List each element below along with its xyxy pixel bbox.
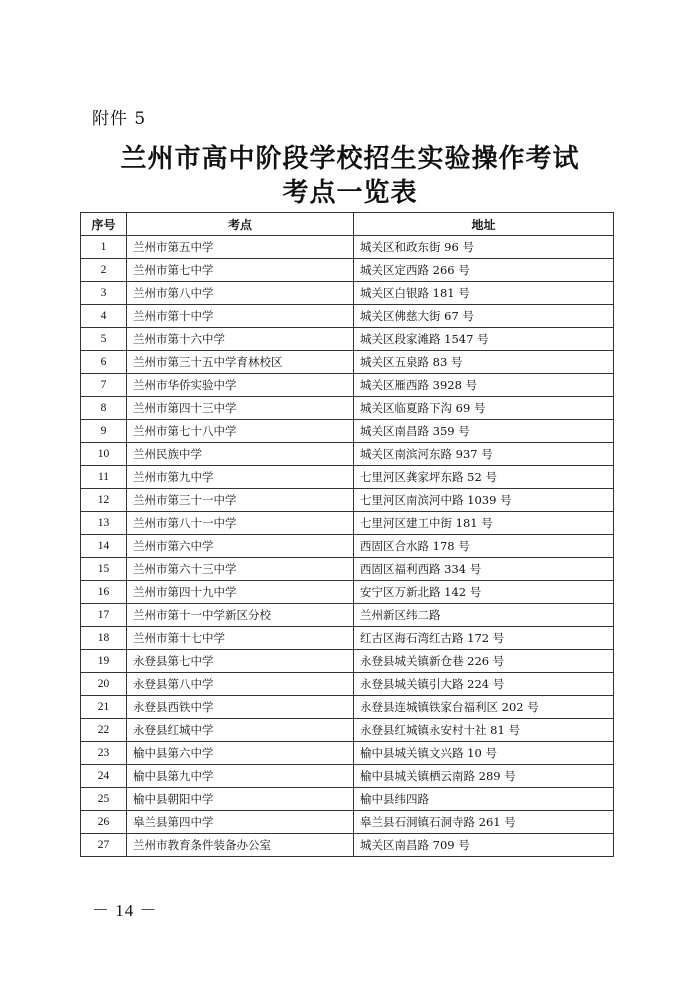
table-row [81,581,614,604]
table-header-row [81,213,614,236]
row-site-name: 兰州市第四十九中学 [127,581,354,604]
row-site-name: 兰州市第八十一中学 [127,512,354,535]
row-index: 21 [81,696,127,719]
row-address: 城关区佛慈大街 67 号 [354,305,614,328]
row-index: 6 [81,351,127,374]
page-number: － 14 － [92,901,158,920]
row-address: 城关区定西路 266 号 [354,259,614,282]
row-index: 22 [81,719,127,742]
attachment-label: 附件 5 [92,109,147,129]
header-address: 地址 [354,213,614,236]
row-address: 七里河区龚家坪东路 52 号 [354,466,614,489]
row-site-name: 兰州市第六中学 [127,535,354,558]
row-site-name: 兰州市第九中学 [127,466,354,489]
table-row [81,466,614,489]
table-row [81,397,614,420]
row-site-name: 兰州市第五中学 [127,236,354,259]
row-address: 榆中县城关镇栖云南路 289 号 [354,765,614,788]
row-index: 10 [81,443,127,466]
row-site-name: 永登县第八中学 [127,673,354,696]
table-row [81,696,614,719]
row-site-name: 兰州市第八中学 [127,282,354,305]
row-address: 西固区合水路 178 号 [354,535,614,558]
table-row [81,420,614,443]
row-address: 城关区南昌路 359 号 [354,420,614,443]
table-body [81,236,614,857]
row-index: 15 [81,558,127,581]
table-row [81,328,614,351]
row-site-name: 永登县第七中学 [127,650,354,673]
row-address: 榆中县城关镇文兴路 10 号 [354,742,614,765]
row-index: 16 [81,581,127,604]
row-site-name: 兰州市第十六中学 [127,328,354,351]
row-address: 城关区和政东街 96 号 [354,236,614,259]
header-site: 考点 [127,213,354,236]
row-index: 2 [81,259,127,282]
table-row [81,811,614,834]
row-index: 12 [81,489,127,512]
table-row [81,765,614,788]
table-row [81,374,614,397]
row-site-name: 兰州市第十中学 [127,305,354,328]
row-site-name: 兰州市第十一中学新区分校 [127,604,354,627]
table-row [81,443,614,466]
row-site-name: 兰州市第七十八中学 [127,420,354,443]
row-address: 兰州新区纬二路 [354,604,614,627]
row-site-name: 兰州民族中学 [127,443,354,466]
row-address: 红古区海石湾红古路 172 号 [354,627,614,650]
row-index: 4 [81,305,127,328]
row-address: 榆中县纬四路 [354,788,614,811]
document-title-line2: 考点一览表 [282,178,418,208]
table-row [81,558,614,581]
row-site-name: 兰州市第十七中学 [127,627,354,650]
table-row [81,604,614,627]
table-row [81,535,614,558]
table-row [81,673,614,696]
row-site-name: 兰州市第四十三中学 [127,397,354,420]
row-site-name: 兰州市第三十五中学育林校区 [127,351,354,374]
table-row [81,719,614,742]
row-index: 17 [81,604,127,627]
row-address: 城关区南滨河东路 937 号 [354,443,614,466]
row-site-name: 兰州市第七中学 [127,259,354,282]
row-index: 27 [81,834,127,857]
table-row [81,236,614,259]
row-address: 皋兰县石洞镇石洞寺路 261 号 [354,811,614,834]
header-index: 序号 [81,213,127,236]
row-address: 城关区南昌路 709 号 [354,834,614,857]
table-row [81,282,614,305]
row-address: 永登县城关镇新仓巷 226 号 [354,650,614,673]
row-address: 城关区五泉路 83 号 [354,351,614,374]
row-index: 8 [81,397,127,420]
row-site-name: 兰州市第三十一中学 [127,489,354,512]
row-index: 5 [81,328,127,351]
row-address: 西固区福利西路 334 号 [354,558,614,581]
row-site-name: 榆中县第六中学 [127,742,354,765]
row-address: 城关区临夏路下沟 69 号 [354,397,614,420]
row-address: 永登县城关镇引大路 224 号 [354,673,614,696]
exam-site-table [80,212,614,857]
row-site-name: 榆中县朝阳中学 [127,788,354,811]
table-row [81,259,614,282]
row-site-name: 兰州市第六十三中学 [127,558,354,581]
row-address: 永登县红城镇永安村十社 81 号 [354,719,614,742]
table-row [81,834,614,857]
row-address: 安宁区万新北路 142 号 [354,581,614,604]
table-row [81,650,614,673]
document-title-line1: 兰州市高中阶段学校招生实验操作考试 [120,144,580,174]
row-site-name: 榆中县第九中学 [127,765,354,788]
row-site-name: 兰州市教育条件装备办公室 [127,834,354,857]
row-index: 13 [81,512,127,535]
table-row [81,742,614,765]
row-index: 11 [81,466,127,489]
row-index: 23 [81,742,127,765]
row-address: 七里河区建工中街 181 号 [354,512,614,535]
row-index: 26 [81,811,127,834]
row-address: 城关区段家滩路 1547 号 [354,328,614,351]
row-index: 9 [81,420,127,443]
row-index: 14 [81,535,127,558]
row-site-name: 永登县红城中学 [127,719,354,742]
row-index: 24 [81,765,127,788]
table-row [81,305,614,328]
row-site-name: 永登县西铁中学 [127,696,354,719]
row-index: 19 [81,650,127,673]
row-address: 城关区雁西路 3928 号 [354,374,614,397]
table-row [81,512,614,535]
exam-site-table-container [80,212,613,857]
row-index: 20 [81,673,127,696]
row-site-name: 兰州市华侨实验中学 [127,374,354,397]
row-index: 25 [81,788,127,811]
table-row [81,351,614,374]
row-address: 七里河区南滨河中路 1039 号 [354,489,614,512]
table-row [81,788,614,811]
table-row [81,627,614,650]
row-index: 18 [81,627,127,650]
row-address: 城关区白银路 181 号 [354,282,614,305]
row-address: 永登县连城镇铁家台福利区 202 号 [354,696,614,719]
row-index: 3 [81,282,127,305]
table-row [81,489,614,512]
row-index: 7 [81,374,127,397]
row-index: 1 [81,236,127,259]
row-site-name: 皋兰县第四中学 [127,811,354,834]
